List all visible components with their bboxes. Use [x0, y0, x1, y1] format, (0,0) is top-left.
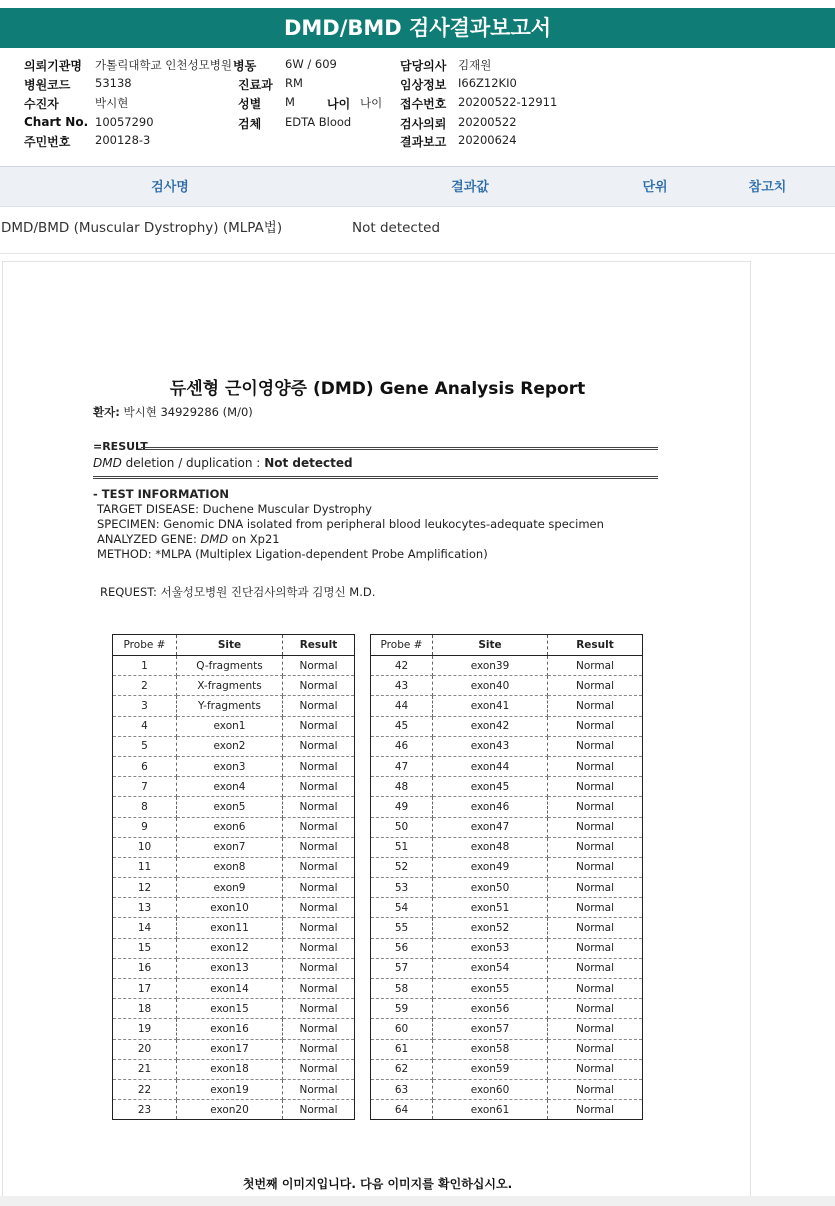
bottom-strip	[0, 1196, 835, 1206]
column-header-result[interactable]: 결과값	[451, 180, 489, 195]
probe-row	[113, 1039, 355, 1059]
probe-result-cell: Normal	[548, 777, 643, 797]
probe-row	[371, 857, 643, 877]
probe-result-cell: Normal	[548, 1039, 643, 1059]
column-header-test[interactable]: 검사명	[151, 180, 189, 195]
probe-site-cell: exon10	[177, 898, 283, 918]
analyzed-gene	[97, 532, 280, 546]
doctor-value: 김재원	[458, 58, 492, 72]
report-date-label: 결과보고	[400, 135, 447, 149]
probe-row	[371, 938, 643, 958]
age-value: 나이	[360, 96, 383, 110]
probe-result-cell: Normal	[283, 756, 355, 776]
probe-probe-cell: 58	[371, 979, 433, 999]
probe-probe-cell: 20	[113, 1039, 177, 1059]
resident-label: 주민번호	[24, 135, 71, 149]
probe-probe-cell: 6	[113, 756, 177, 776]
probe-result-cell: Normal	[283, 696, 355, 716]
probe-site-cell: exon54	[433, 958, 548, 978]
probe-site-cell: exon44	[433, 756, 548, 776]
probe-result-cell: Normal	[283, 938, 355, 958]
dept-label: 진료과	[238, 78, 273, 92]
probe-site-cell: exon52	[433, 918, 548, 938]
probe-site-cell: exon9	[177, 878, 283, 898]
probe-row	[113, 716, 355, 736]
probe-site-cell: exon1	[177, 716, 283, 736]
probe-row	[371, 1100, 643, 1120]
probe-result-cell: Normal	[548, 797, 643, 817]
probe-row	[113, 1019, 355, 1039]
probe-probe-cell: 4	[113, 716, 177, 736]
probe-site-cell: exon61	[433, 1100, 548, 1120]
probe-probe-cell: 15	[113, 938, 177, 958]
probe-probe-cell: 22	[113, 1079, 177, 1099]
resident-value: 200128-3	[95, 133, 151, 147]
probe-result-cell: Normal	[548, 656, 643, 676]
probe-result-cell: Normal	[283, 958, 355, 978]
probe-probe-cell: 59	[371, 999, 433, 1019]
probe-probe-cell: 46	[371, 736, 433, 756]
probe-probe-cell: 10	[113, 837, 177, 857]
institution-value: 가톨릭대학교 인천성모병원	[95, 58, 232, 72]
probe-probe-cell: 57	[371, 958, 433, 978]
report-patient-label: 환자:	[93, 405, 120, 419]
probe-result-cell: Normal	[548, 696, 643, 716]
probe-row	[371, 837, 643, 857]
probe-row	[371, 918, 643, 938]
probe-result-cell: Normal	[283, 716, 355, 736]
result-grid-header	[0, 166, 835, 207]
probe-row	[113, 999, 355, 1019]
probe-site-cell: exon2	[177, 736, 283, 756]
probe-row	[371, 797, 643, 817]
probe-row	[371, 958, 643, 978]
probe-probe-cell: 16	[113, 958, 177, 978]
probe-row	[371, 1039, 643, 1059]
probe-result-cell: Normal	[283, 1019, 355, 1039]
hospital-code-value: 53138	[95, 76, 132, 90]
probe-site-cell: exon57	[433, 1019, 548, 1039]
probe-result-cell: Normal	[548, 817, 643, 837]
patient-info-panel	[0, 54, 835, 164]
probe-row	[371, 756, 643, 776]
probe-site-cell: exon53	[433, 938, 548, 958]
probe-probe-cell: 12	[113, 878, 177, 898]
probe-row	[371, 777, 643, 797]
probe-site-cell: exon5	[177, 797, 283, 817]
report-title: DMD/BMD 검사결과보고서	[0, 8, 835, 48]
patient-label: 수진자	[24, 97, 59, 111]
probe-row	[113, 676, 355, 696]
probe-site-cell: exon13	[177, 958, 283, 978]
probe-site-cell: Q-fragments	[177, 656, 283, 676]
gene-report-title: 듀센형 근이영양증 (DMD) Gene Analysis Report	[169, 379, 586, 399]
header-probe: Probe #	[371, 635, 433, 656]
probe-row	[113, 918, 355, 938]
probe-result-cell: Normal	[548, 1079, 643, 1099]
header-result: Result	[283, 635, 355, 656]
probe-table-right	[370, 634, 643, 1120]
probe-site-cell: exon3	[177, 756, 283, 776]
probe-site-cell: exon41	[433, 696, 548, 716]
probe-row	[113, 958, 355, 978]
probe-site-cell: exon6	[177, 817, 283, 837]
probe-probe-cell: 42	[371, 656, 433, 676]
result-rule-top	[141, 447, 658, 450]
probe-result-cell: Normal	[548, 736, 643, 756]
probe-result-cell: Normal	[283, 736, 355, 756]
report-image	[2, 261, 751, 1203]
receipt-label: 접수번호	[400, 97, 447, 111]
request-date-value: 20200522	[458, 115, 517, 129]
probe-probe-cell: 45	[371, 716, 433, 736]
probe-site-cell: exon59	[433, 1059, 548, 1079]
probe-row	[113, 979, 355, 999]
probe-result-cell: Normal	[283, 817, 355, 837]
probe-result-cell: Normal	[548, 857, 643, 877]
header-result: Result	[548, 635, 643, 656]
method-info: METHOD: *MLPA (Multiplex Ligation-dependent Probe Amplification)	[97, 547, 488, 561]
doctor-label: 담당의사	[400, 59, 447, 73]
probe-row	[371, 676, 643, 696]
probe-result-cell: Normal	[283, 857, 355, 877]
probe-probe-cell: 8	[113, 797, 177, 817]
probe-row	[113, 1059, 355, 1079]
probe-row	[371, 999, 643, 1019]
probe-row	[371, 696, 643, 716]
probe-site-cell: X-fragments	[177, 676, 283, 696]
probe-probe-cell: 43	[371, 676, 433, 696]
ward-label: 병동	[233, 59, 257, 73]
report-patient-value: 박시현 34929286 (M/0)	[123, 405, 253, 419]
probe-site-cell: exon47	[433, 817, 548, 837]
probe-site-cell: exon20	[177, 1100, 283, 1120]
probe-probe-cell: 55	[371, 918, 433, 938]
probe-row	[371, 1059, 643, 1079]
probe-site-cell: exon45	[433, 777, 548, 797]
analyzed-gene-suffix: on Xp21	[231, 532, 280, 546]
dept-value: RM	[285, 76, 303, 90]
probe-result-cell: Normal	[299, 1103, 338, 1116]
chart-label: Chart No.	[24, 115, 89, 129]
sex-label: 성별	[238, 97, 262, 111]
result-text: deletion / duplication :	[125, 456, 261, 470]
probe-probe-cell: 56	[371, 938, 433, 958]
probe-row	[371, 1019, 643, 1039]
probe-probe-cell: 48	[371, 777, 433, 797]
probe-probe-cell: 18	[113, 999, 177, 1019]
age-label: 나이	[327, 97, 351, 111]
result-gene: DMD	[93, 456, 122, 470]
probe-result-cell: Normal	[283, 1059, 355, 1079]
probe-result-cell: Normal	[283, 777, 355, 797]
probe-result-cell: Normal	[283, 1039, 355, 1059]
probe-site-cell: exon7	[177, 837, 283, 857]
probe-site-cell: exon55	[433, 979, 548, 999]
result-header: =RESULT	[93, 440, 148, 453]
result-line	[93, 456, 353, 470]
probe-result-cell: Normal	[283, 878, 355, 898]
probe-site-cell: exon50	[433, 878, 548, 898]
probe-result-cell: Normal	[548, 1059, 643, 1079]
probe-row	[113, 878, 355, 898]
probe-row	[371, 817, 643, 837]
probe-row	[113, 938, 355, 958]
sex-value: M	[285, 95, 295, 109]
probe-result-cell: Normal	[283, 837, 355, 857]
clinical-value: I66Z12KI0	[458, 76, 517, 90]
probe-result-cell: Normal	[548, 716, 643, 736]
probe-result-cell: Normal	[548, 837, 643, 857]
probe-result-cell: Normal	[548, 756, 643, 776]
probe-row	[371, 979, 643, 999]
probe-row	[371, 898, 643, 918]
probe-result-cell: Normal	[548, 958, 643, 978]
probe-site-cell: exon42	[433, 716, 548, 736]
test-result: Not detected	[352, 220, 441, 236]
result-grid-row[interactable]	[0, 207, 835, 254]
probe-probe-cell: 44	[371, 696, 433, 716]
probe-result-cell: Normal	[548, 938, 643, 958]
header-site: Site	[433, 635, 548, 656]
probe-probe-cell: 49	[371, 797, 433, 817]
probe-probe-cell: 52	[371, 857, 433, 877]
result-value: Not detected	[264, 456, 353, 470]
probe-result-cell: Normal	[283, 656, 355, 676]
header-site: Site	[177, 635, 283, 656]
analyzed-gene-name: DMD	[200, 532, 229, 546]
probe-result-cell: Normal	[283, 898, 355, 918]
clinical-label: 임상정보	[400, 78, 447, 92]
probe-result-cell: Normal	[548, 918, 643, 938]
probe-probe-cell: 19	[113, 1019, 177, 1039]
ward-value: 6W / 609	[285, 57, 337, 71]
probe-site-cell: exon4	[177, 777, 283, 797]
patient-value: 박시현	[95, 96, 129, 110]
probe-row	[113, 837, 355, 857]
probe-site-cell: exon49	[433, 857, 548, 877]
probe-site-cell: exon48	[433, 837, 548, 857]
probe-result-cell: Normal	[283, 1079, 355, 1099]
probe-row	[113, 736, 355, 756]
header-probe: Probe #	[113, 635, 177, 656]
probe-result-cell: Normal	[283, 999, 355, 1019]
probe-result-cell: Normal	[548, 1019, 643, 1039]
probe-result-cell: Normal	[548, 898, 643, 918]
column-header-reference[interactable]: 참고치	[748, 180, 787, 195]
probe-probe-cell: 47	[371, 756, 433, 776]
report-date-value: 20200624	[458, 133, 517, 147]
probe-row	[113, 777, 355, 797]
probe-probe-cell: 60	[371, 1019, 433, 1039]
probe-site-cell: exon60	[433, 1079, 548, 1099]
probe-probe-cell: 53	[371, 878, 433, 898]
probe-site-cell: exon14	[177, 979, 283, 999]
probe-site-cell: exon43	[433, 736, 548, 756]
probe-site-cell: exon11	[177, 918, 283, 938]
probe-probe-cell: 21	[113, 1059, 177, 1079]
probe-result-cell: Normal	[548, 979, 643, 999]
probe-site-cell: exon40	[433, 676, 548, 696]
institution-label: 의뢰기관명	[24, 59, 82, 73]
probe-site-cell: exon19	[177, 1079, 283, 1099]
probe-row	[113, 1100, 355, 1120]
probe-probe-cell: 11	[113, 857, 177, 877]
probe-result-cell: Normal	[548, 878, 643, 898]
test-name: DMD/BMD (Muscular Dystrophy) (MLPA법)	[1, 220, 283, 236]
probe-result-cell: Normal	[548, 999, 643, 1019]
probe-row	[371, 736, 643, 756]
probe-site-cell: exon16	[177, 1019, 283, 1039]
probe-result-cell: Normal	[548, 676, 643, 696]
result-rule-bottom	[93, 476, 658, 479]
probe-site-cell: exon18	[177, 1059, 283, 1079]
report-patient-line	[93, 404, 253, 420]
request-date-label: 검사의뢰	[400, 117, 447, 131]
probe-probe-cell: 54	[371, 898, 433, 918]
probe-table-left	[112, 634, 355, 1120]
target-disease: TARGET DISEASE: Duchene Muscular Dystrophy	[97, 502, 372, 516]
probe-site-cell: exon56	[433, 999, 548, 1019]
probe-result-cell: Normal	[283, 797, 355, 817]
probe-result-cell: Normal	[283, 918, 355, 938]
probe-site-cell: exon58	[433, 1039, 548, 1059]
probe-probe-cell: 9	[113, 817, 177, 837]
probe-probe-cell: 63	[371, 1079, 433, 1099]
probe-probe-cell: 62	[371, 1059, 433, 1079]
probe-probe-cell: 61	[371, 1039, 433, 1059]
probe-row	[113, 817, 355, 837]
probe-row	[371, 1079, 643, 1099]
probe-row	[113, 756, 355, 776]
probe-site-cell: Y-fragments	[177, 696, 283, 716]
probe-probe-cell: 13	[113, 898, 177, 918]
request-info: REQUEST: 서울성모병원 진단검사의학과 김명신 M.D.	[100, 585, 376, 599]
probe-probe-cell: 64	[371, 1100, 433, 1120]
analyzed-gene-prefix: ANALYZED GENE:	[97, 532, 197, 546]
probe-probe-cell: 17	[113, 979, 177, 999]
probe-probe-cell: 14	[113, 918, 177, 938]
probe-site-cell: exon46	[433, 797, 548, 817]
hospital-code-label: 병원코드	[24, 78, 71, 92]
probe-row	[113, 1079, 355, 1099]
probe-result-cell: Normal	[283, 676, 355, 696]
probe-probe-cell: 2	[113, 676, 177, 696]
probe-site-cell: exon39	[433, 656, 548, 676]
probe-row	[371, 656, 643, 676]
probe-row	[113, 857, 355, 877]
probe-probe-cell: 5	[113, 736, 177, 756]
probe-probe-cell: 3	[113, 696, 177, 716]
test-info-header: - TEST INFORMATION	[93, 487, 229, 501]
probe-site-cell: exon15	[177, 999, 283, 1019]
specimen-label: 검체	[238, 117, 262, 131]
probe-row	[113, 797, 355, 817]
specimen-value: EDTA Blood	[285, 115, 352, 129]
probe-probe-cell: 50	[371, 817, 433, 837]
next-image-note: 첫번째 이미지입니다. 다음 이미지를 확인하십시오.	[242, 1177, 513, 1191]
probe-site-cell: exon12	[177, 938, 283, 958]
probe-row	[113, 656, 355, 676]
probe-site-cell: exon17	[177, 1039, 283, 1059]
probe-result-cell: Normal	[576, 1103, 614, 1116]
receipt-value: 20200522-12911	[458, 95, 558, 109]
probe-row	[371, 878, 643, 898]
probe-probe-cell: 1	[113, 656, 177, 676]
chart-value: 10057290	[95, 115, 154, 129]
column-header-unit[interactable]: 단위	[642, 180, 668, 195]
probe-probe-cell: 51	[371, 837, 433, 857]
probe-row	[113, 898, 355, 918]
probe-result-cell: Normal	[283, 979, 355, 999]
probe-row	[371, 716, 643, 736]
probe-row	[113, 696, 355, 716]
probe-site-cell: exon8	[177, 857, 283, 877]
specimen-info: SPECIMEN: Genomic DNA isolated from peripheral blood leukocytes-adequate specimen	[97, 517, 604, 531]
probe-probe-cell: 23	[113, 1100, 177, 1120]
probe-site-cell: exon51	[433, 898, 548, 918]
probe-probe-cell: 7	[113, 777, 177, 797]
